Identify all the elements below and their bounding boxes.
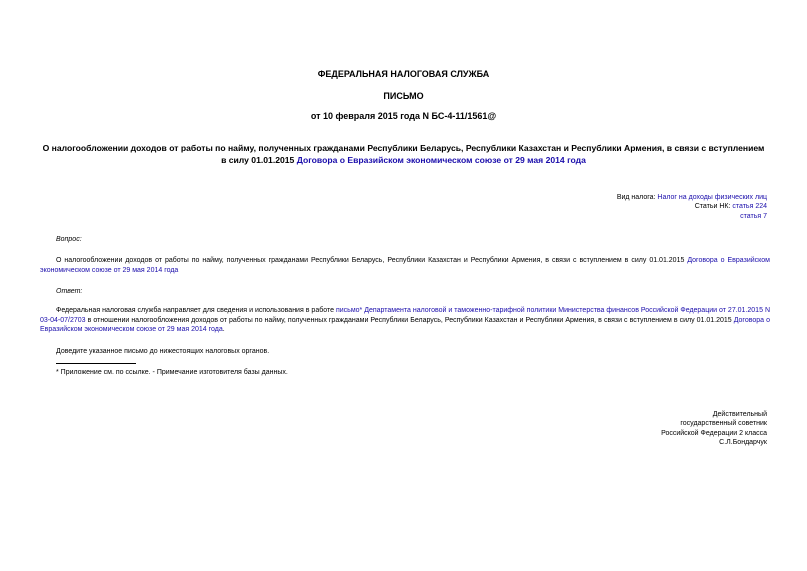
subject-treaty-link[interactable]: Договора о Евразийском экономическом союзе от 29 мая 2014 года [296, 154, 586, 165]
tax-type-link[interactable]: Налог на доходы физических лиц [657, 194, 767, 201]
nk-articles-line [617, 202, 767, 211]
footnote-divider [56, 363, 136, 364]
answer-body-3: . [222, 326, 225, 334]
document-type: ПИСЬМО [383, 91, 424, 101]
question-text [40, 256, 770, 275]
forward-instruction: Доведите указанное письмо до нижестоящих налоговых органов. [56, 348, 270, 355]
subject-text: О налогообложении доходов от работы по найму, полученных гражданами Республики Беларусь, Республики Казахстан и Республики Армения, в связи с вступлением в силу 01.01.2015 [42, 143, 765, 165]
question-treaty-link[interactable]: Договора о Евразийском экономическом союзе от 29 мая 2014 года [40, 257, 770, 274]
answer-text [40, 306, 770, 335]
tax-metadata [617, 193, 767, 221]
question-label: Вопрос: [56, 236, 82, 243]
tax-type-line [617, 193, 767, 202]
answer-body-2: в отношении налогообложения доходов от работы по найму, полученных гражданами Республики Беларусь, Республики Казахстан и Республики Армения, в связи с вступлением в силу 01.01.2015 [85, 316, 734, 324]
document-date-number: от 10 февраля 2015 года N БС-4-11/1561@ [310, 111, 497, 121]
document-subject [40, 143, 767, 166]
answer-label: Ответ: [56, 288, 83, 295]
footnote: * Приложение см. по ссылке. - Примечание изготовителя базы данных. [56, 369, 288, 376]
signature-line-1: Действительный [712, 411, 767, 418]
signature-line-3: Российской Федерации 2 класса [661, 429, 767, 437]
nk-label: Статьи НК: [694, 203, 733, 211]
agency-title: ФЕДЕРАЛЬНАЯ НАЛОГОВАЯ СЛУЖБА [317, 69, 490, 79]
tax-type-label: Вид налога: [616, 194, 658, 201]
nk-article-7-link[interactable]: статья 7 [740, 212, 767, 220]
minfin-letter-link[interactable]: письмо* Департамента налоговой и таможенно-тарифной политики Министерства финансов Российской Федерации от 27.01.2015 N 03-04-07/2703 [40, 307, 770, 324]
signature-line-2: государственный советник [680, 420, 767, 428]
signature-name: С.Л.Бондарчук [719, 439, 767, 447]
nk-articles-line-2 [617, 212, 767, 221]
signature-block [661, 410, 767, 448]
question-body: О налогообложении доходов от работы по найму, полученных гражданами Республики Беларусь, Республики Казахстан и Республики Армения, в связи с вступлением в силу 01.01.2015 [56, 257, 688, 264]
nk-article-224-link[interactable]: статья 224 [732, 203, 767, 211]
answer-treaty-link[interactable]: Договора о Евразийском экономическом союзе от 29 мая 2014 года [40, 316, 770, 334]
answer-body-1: Федеральная налоговая служба направляет для сведения и использования в работе [56, 307, 336, 314]
